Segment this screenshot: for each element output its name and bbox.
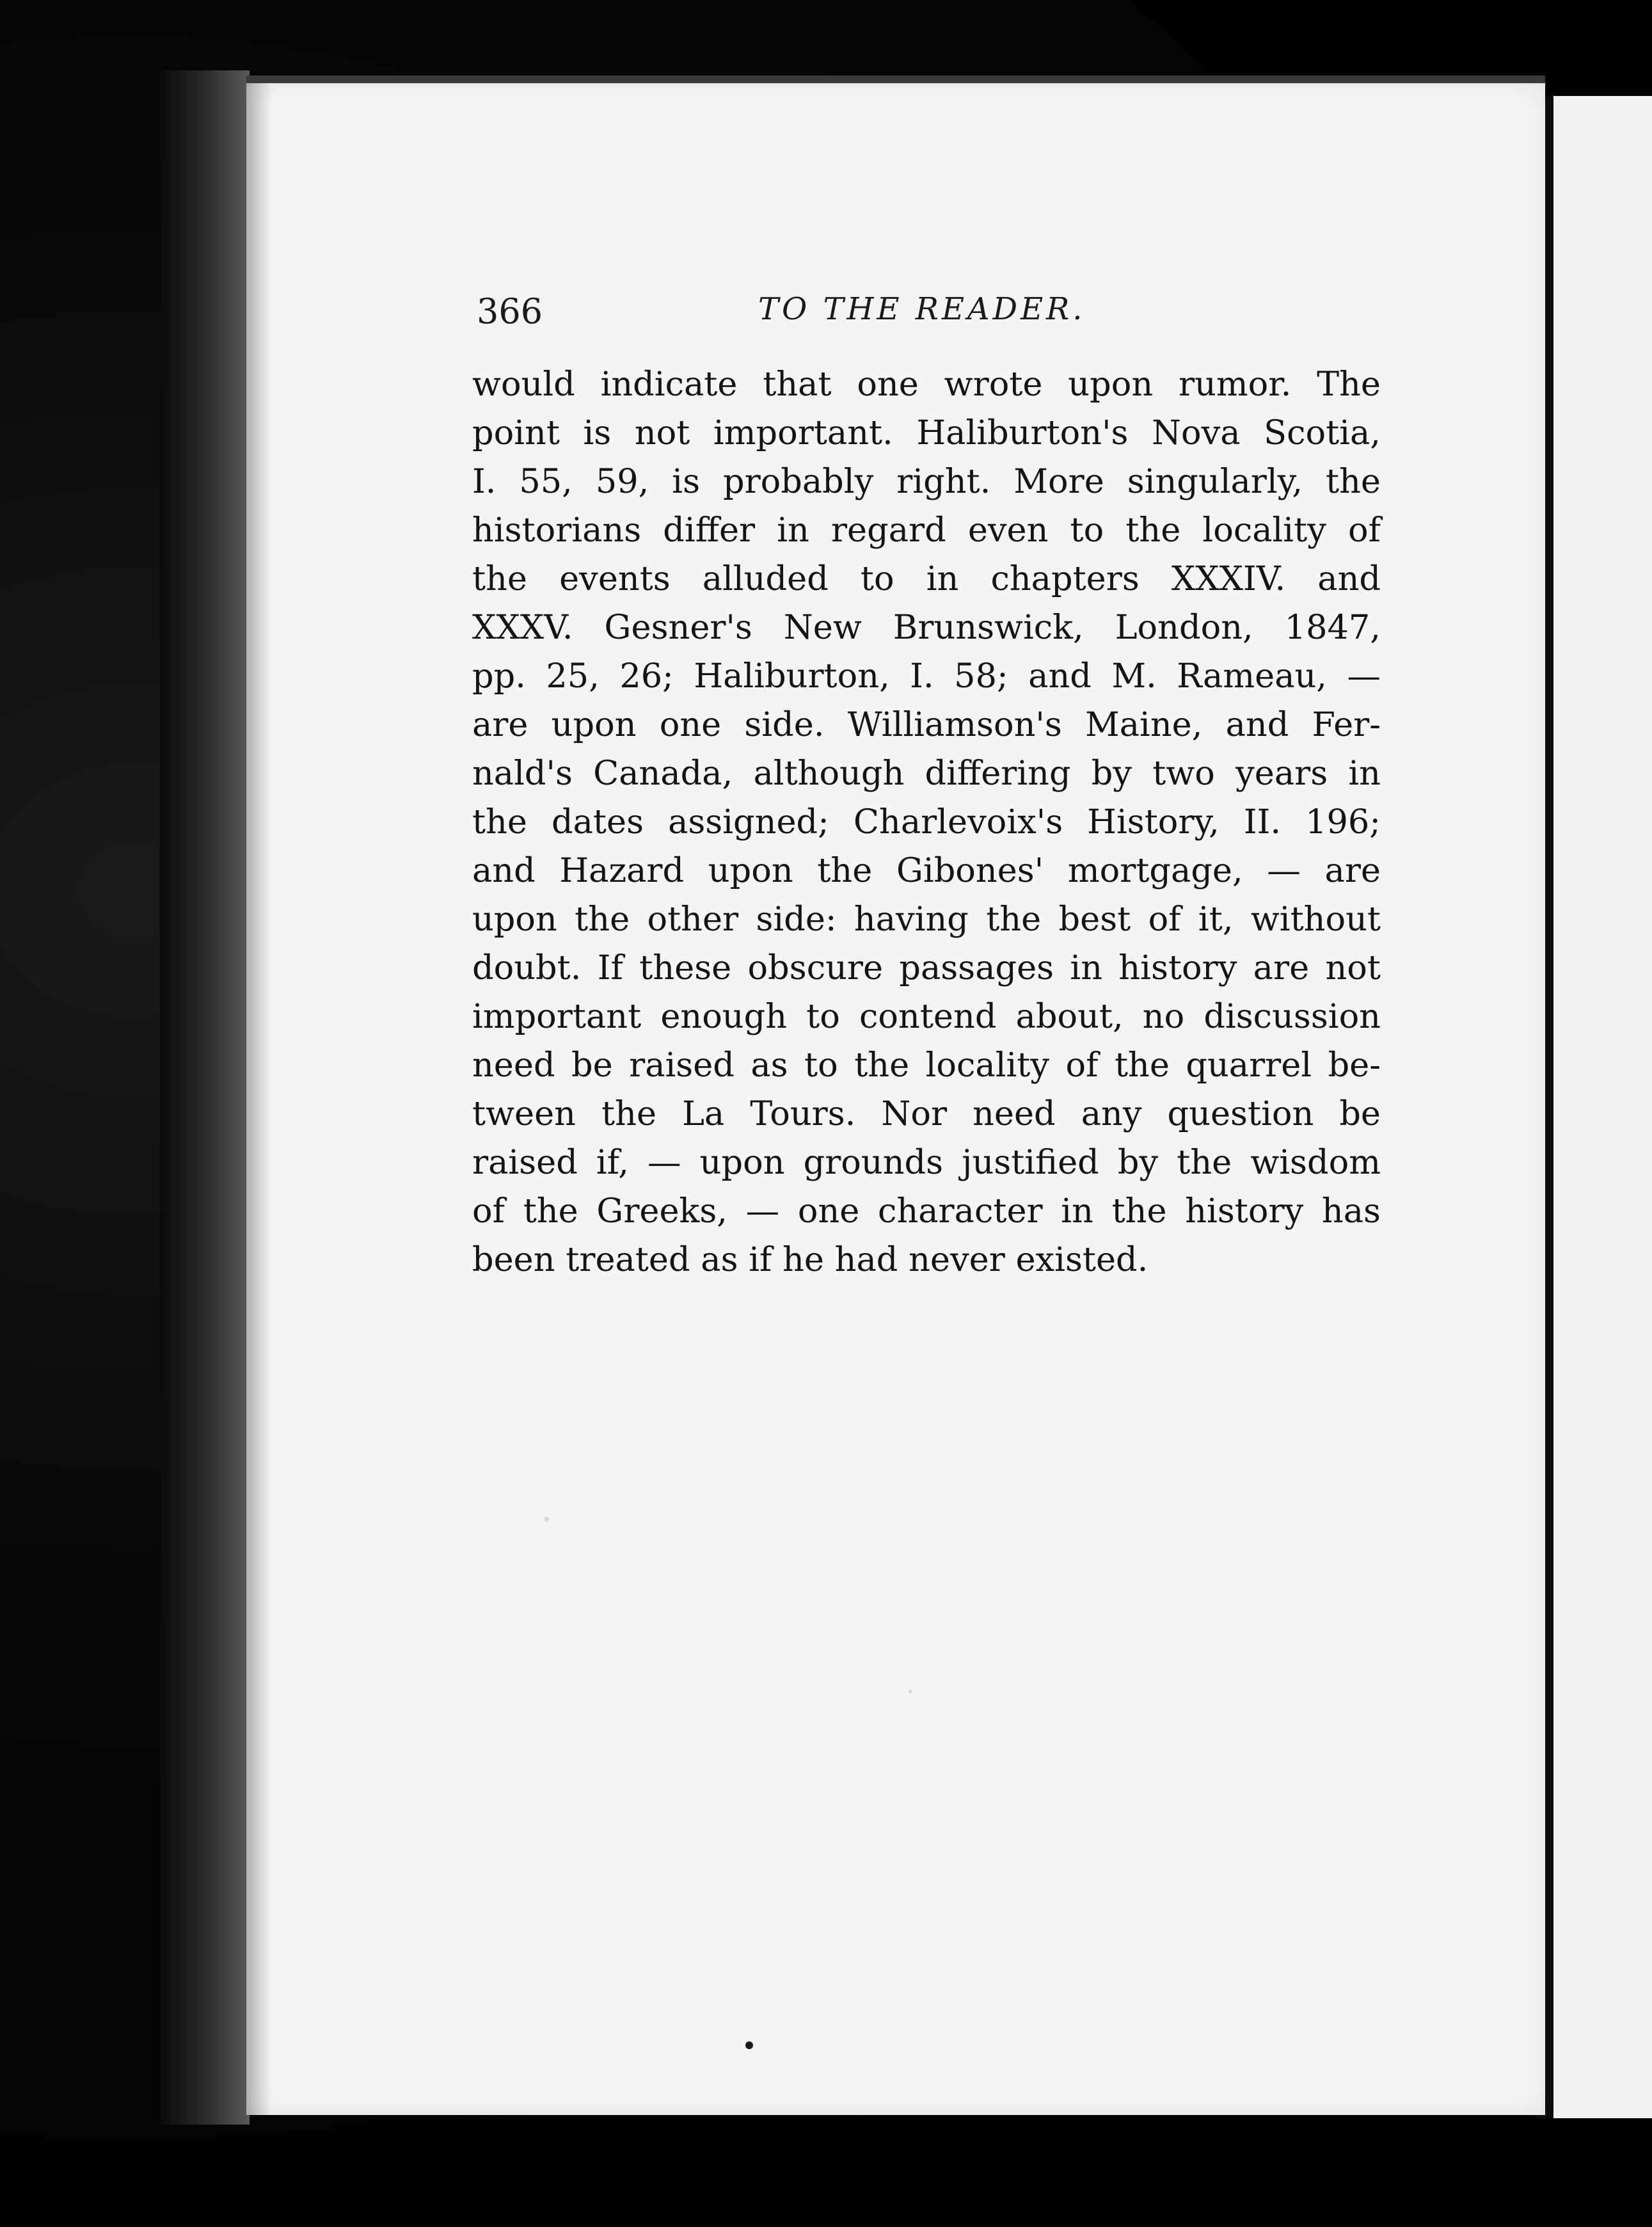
text-line: of the Greeks, — one character in the history has <box>472 1192 1381 1231</box>
ink-speck <box>745 2041 753 2049</box>
text-line: doubt. If these obscure passages in history are not <box>472 948 1381 987</box>
page-gutter-shadow <box>246 83 272 2115</box>
text-line: nald's Canada, although differing by two years in <box>472 754 1381 793</box>
text-line: raised if, — upon grounds justified by the wisdom <box>472 1143 1381 1182</box>
page-header <box>477 285 1376 342</box>
text-line: I. 55, 59, is probably right. More singularly, the <box>472 462 1381 501</box>
text-line: historians differ in regard even to the locality of <box>472 511 1381 550</box>
binding-gutter <box>160 70 250 2125</box>
text-line: important enough to contend about, no discussion <box>472 997 1381 1036</box>
text-line: are upon one side. Williamson's Maine, and Fer- <box>472 705 1381 744</box>
text-line: would indicate that one wrote upon rumor. The <box>472 365 1381 404</box>
text-line: been treated as if he had never existed. <box>472 1240 1148 1279</box>
text-line: the events alluded to in chapters XXXIV. and <box>472 559 1381 598</box>
dust-mark <box>909 1689 912 1693</box>
dust-mark <box>544 1517 549 1522</box>
page-number: 366 <box>477 291 543 331</box>
text-line: and Hazard upon the Gibones' mortgage, — are <box>472 851 1381 890</box>
adjacent-page-edge <box>1553 96 1652 2118</box>
text-line: the dates assigned; Charlevoix's History, II. 196; <box>472 802 1381 842</box>
text-line: tween the La Tours. Nor need any question be <box>472 1094 1381 1133</box>
text-line: upon the other side: having the best of it, without <box>472 900 1381 939</box>
text-line: pp. 25, 26; Haliburton, I. 58; and M. Rameau, — <box>472 657 1381 696</box>
body-paragraph <box>472 360 1381 1284</box>
text-line: point is not important. Haliburton's Nova Scotia, <box>472 413 1381 452</box>
text-line: need be raised as to the locality of the quarrel be- <box>472 1046 1381 1085</box>
running-head: TO THE READER. <box>758 291 1086 327</box>
text-line: XXXV. Gesner's New Brunswick, London, 1847, <box>472 608 1381 647</box>
